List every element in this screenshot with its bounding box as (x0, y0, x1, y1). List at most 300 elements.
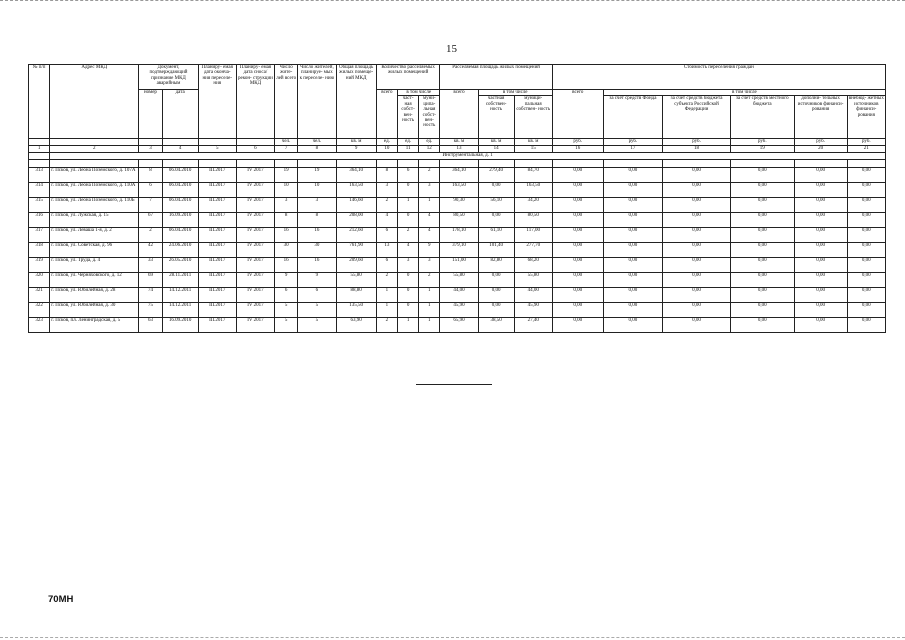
cell-area: 55,80 (336, 273, 376, 288)
cell-c1: 0,00 (552, 318, 603, 333)
unit-cell: чел. (275, 139, 298, 146)
cell-rp: 1 (398, 198, 419, 213)
cell-num: 6 (139, 183, 162, 198)
unit-cell: кв. м (514, 139, 552, 146)
column-number-cell: 18 (663, 146, 731, 153)
cell-c3: 0,00 (663, 243, 731, 258)
cell-c4: 0,00 (730, 303, 794, 318)
cell-am: 45,90 (514, 303, 552, 318)
column-number-cell: 9 (336, 146, 376, 153)
cell-rt: 3 (376, 183, 397, 198)
cell-c3: 0,00 (663, 303, 731, 318)
column-number-cell: 17 (603, 146, 662, 153)
header-resettled-area: Расселяемая площадь жилых помещений (440, 65, 552, 90)
cell-end: III.2017 (198, 183, 236, 198)
cell-c5: 0,00 (794, 288, 847, 303)
header-cost-subject: за счет средств бюджета субъекта Российской Федерации (663, 96, 731, 139)
cell-end: III.2017 (198, 243, 236, 258)
cell-c2: 0,00 (603, 273, 662, 288)
cell-demo: IV 2017 (236, 198, 274, 213)
cell-rp: 0 (398, 288, 419, 303)
unit-cell: руб. (847, 139, 885, 146)
cell-c5: 0,00 (794, 168, 847, 183)
cell-c1: 0,00 (552, 168, 603, 183)
cell-rt: 6 (376, 258, 397, 273)
cell-rt: 2 (376, 198, 397, 213)
cell-rm: 3 (419, 183, 440, 198)
column-number-cell: 14 (478, 146, 514, 153)
cell-c4: 0,00 (730, 228, 794, 243)
cell-c2: 0,00 (603, 213, 662, 228)
cell-rp: 4 (398, 243, 419, 258)
cell-res: 16 (275, 228, 298, 243)
cell-addr: г. Псков, ул. Лужская, д. 15 (50, 213, 139, 228)
cell-at: 379,10 (440, 243, 478, 258)
cell-rm: 4 (419, 213, 440, 228)
cell-date: 28.11.2011 (162, 273, 198, 288)
cell-c5: 0,00 (794, 303, 847, 318)
header-doc-date: дата (162, 90, 198, 139)
cell-am: 84,70 (514, 168, 552, 183)
header-rooms-including: в том числе (398, 90, 440, 96)
cell-rp: 3 (398, 258, 419, 273)
unit-cell: ед. (376, 139, 397, 146)
header-cost-unfunded: внебюд- жетных источников финанси- рования (847, 96, 885, 139)
cell-c3: 0,00 (663, 213, 731, 228)
cell-res: 10 (275, 183, 298, 198)
cell-ap: 82,80 (478, 258, 514, 273)
cell-addr: г. Псков, ул. Леона Поземского, д. 107А (50, 168, 139, 183)
cell-area: 135,50 (336, 303, 376, 318)
cell-c5: 0,00 (794, 243, 847, 258)
cell-plan: 19 (298, 168, 336, 183)
cell-res: 5 (275, 318, 298, 333)
cell-plan: 16 (298, 258, 336, 273)
column-numbers-row (29, 146, 886, 153)
cell-at: 65,90 (440, 318, 478, 333)
cell-am: 55,80 (514, 273, 552, 288)
cell-rp: 1 (398, 318, 419, 333)
cell-ap: 56,10 (478, 198, 514, 213)
cell-num: 33 (139, 258, 162, 273)
cell-rp: 2 (398, 228, 419, 243)
cell-c6: 0,00 (847, 288, 885, 303)
header-rooms-total: всего (376, 90, 397, 139)
column-number-cell: 3 (139, 146, 162, 153)
cell-plan: 10 (298, 183, 336, 198)
cell-end: III.2017 (198, 213, 236, 228)
cell-date: 24.06.2010 (162, 243, 198, 258)
cell-rt: 4 (376, 213, 397, 228)
header-rooms-count: Количество расселяемых жилых помещений (376, 65, 440, 90)
header-cost-local: за счет средств местного бюджета (730, 96, 794, 139)
cell-rm: 4 (419, 228, 440, 243)
cell-ap: 101,40 (478, 243, 514, 258)
header-cost-including: в том числе (603, 90, 885, 96)
scan-edge-top (0, 0, 905, 4)
header-rooms-municipal: муни- ципа- льная собст- вен- ность (419, 96, 440, 139)
cell-n: 313 (29, 168, 50, 183)
resettlement-table (28, 64, 886, 333)
table-row (29, 213, 886, 228)
cell-c6: 0,00 (847, 258, 885, 273)
cell-rm: 1 (419, 198, 440, 213)
cell-area: 163,50 (336, 183, 376, 198)
unit-cell: руб. (552, 139, 603, 146)
cell-demo: IV 2017 (236, 258, 274, 273)
cell-c1: 0,00 (552, 273, 603, 288)
cell-rt: 2 (376, 273, 397, 288)
cell-c1: 0,00 (552, 198, 603, 213)
cell-area: 212,60 (336, 228, 376, 243)
cell-c5: 0,00 (794, 213, 847, 228)
cell-at: 44,00 (440, 288, 478, 303)
cell-am: 80,50 (514, 213, 552, 228)
header-total-area: Общая площадь жилых помеще- ний МКД (336, 65, 376, 139)
column-number-cell: 7 (275, 146, 298, 153)
cell-n: 314 (29, 183, 50, 198)
header-doc: Документ, подтверждающий признание МКД аварийным (139, 65, 198, 90)
cell-demo: IV 2017 (236, 168, 274, 183)
cell-end: III.2017 (198, 273, 236, 288)
cell-date: 16.09.2010 (162, 213, 198, 228)
cell-c6: 0,00 (847, 228, 885, 243)
cell-plan: 30 (298, 243, 336, 258)
cell-c2: 0,00 (603, 303, 662, 318)
cell-n: 322 (29, 303, 50, 318)
cell-demo: IV 2017 (236, 318, 274, 333)
cell-rm: 2 (419, 168, 440, 183)
cell-addr: г. Псков, ул. Леона Поземского, д. 110А (50, 183, 139, 198)
table-row (29, 228, 886, 243)
cell-n: 315 (29, 198, 50, 213)
cell-ap: 61,10 (478, 228, 514, 243)
cell-num: 63 (139, 318, 162, 333)
cell-c4: 0,00 (730, 183, 794, 198)
cell-c3: 0,00 (663, 198, 731, 213)
header-address: Адрес МКД (50, 65, 139, 139)
cell-ap: 0,00 (478, 183, 514, 198)
cell-c5: 0,00 (794, 198, 847, 213)
unit-cell: кв. м (478, 139, 514, 146)
column-number-cell: 11 (398, 146, 419, 153)
cell-ap: 0,00 (478, 303, 514, 318)
cell-end: III.2017 (198, 288, 236, 303)
column-number-cell: 12 (419, 146, 440, 153)
cell-c2: 0,00 (603, 228, 662, 243)
cell-n: 320 (29, 273, 50, 288)
cell-rm: 1 (419, 303, 440, 318)
cell-c6: 0,00 (847, 213, 885, 228)
cell-n: 318 (29, 243, 50, 258)
header-cost-fund: за счет средств Фонда (603, 96, 662, 139)
cell-date: 26.05.2010 (162, 258, 198, 273)
cell-res: 3 (275, 198, 298, 213)
header-planned-demolition: Планиру- емая дата сноса/ рекон- струкции МКД (236, 65, 274, 139)
cell-c4: 0,00 (730, 168, 794, 183)
column-number-cell: 10 (376, 146, 397, 153)
cell-ap: 0,00 (478, 273, 514, 288)
cell-n: 317 (29, 228, 50, 243)
cell-c1: 0,00 (552, 303, 603, 318)
header-area-total: всего (440, 90, 478, 139)
cell-addr: г. Псков, пл. Ленинградская, д. 5 (50, 318, 139, 333)
cell-addr: г. Псков, ул. Леваша 1-я, д. 2 (50, 228, 139, 243)
header-area-municipal: муници- пальная собствен- ность (514, 96, 552, 139)
cell-am: 277,70 (514, 243, 552, 258)
cell-demo: IV 2017 (236, 303, 274, 318)
cell-at: 151,00 (440, 258, 478, 273)
cell-demo: IV 2017 (236, 288, 274, 303)
header-cost: Стоимость переселения граждан (552, 65, 885, 90)
cell-c5: 0,00 (794, 318, 847, 333)
unit-cell: руб. (794, 139, 847, 146)
cell-plan: 9 (298, 273, 336, 288)
cell-num: 75 (139, 303, 162, 318)
unit-cell (50, 139, 139, 146)
unit-cell (198, 139, 236, 146)
cell-area: 364,10 (336, 168, 376, 183)
cell-addr: г. Псков, ул. Труда, д. 4 (50, 258, 139, 273)
unit-cell: ед. (398, 139, 419, 146)
header-planned-end: Планиру- емая дата оконча- ния переселе- ния (198, 65, 236, 139)
cell-am: 68,20 (514, 258, 552, 273)
unit-cell: ед. (419, 139, 440, 146)
cell-ap: 0,00 (478, 213, 514, 228)
section-row (29, 153, 886, 160)
section-label: Инструментальная, д. 1 (50, 153, 886, 160)
cell-addr: г. Псков, ул. Юбилейная, д. 28 (50, 288, 139, 303)
cell-plan: 3 (298, 198, 336, 213)
cell-am: 117,00 (514, 228, 552, 243)
column-number-cell: 5 (198, 146, 236, 153)
cell-date: 06.04.2010 (162, 198, 198, 213)
cell-rt: 1 (376, 288, 397, 303)
cell-plan: 5 (298, 303, 336, 318)
cell-rt: 2 (376, 318, 397, 333)
header-cost-total: всего (552, 90, 603, 139)
cell-c4: 0,00 (730, 288, 794, 303)
cell-res: 19 (275, 168, 298, 183)
cell-addr: г. Псков, ул. Черняховского, д. 12 (50, 273, 139, 288)
cell-c3: 0,00 (663, 258, 731, 273)
cell-demo: IV 2017 (236, 183, 274, 198)
cell-area: 761,90 (336, 243, 376, 258)
cell-end: III.2017 (198, 198, 236, 213)
cell-c1: 0,00 (552, 243, 603, 258)
cell-plan: 5 (298, 318, 336, 333)
cell-area: 208,00 (336, 213, 376, 228)
cell-c1: 0,00 (552, 258, 603, 273)
header-cost-extra: дополни- тельных источников финанси- рования (794, 96, 847, 139)
cell-rp: 0 (398, 303, 419, 318)
unit-cell: руб. (730, 139, 794, 146)
cell-num: 2 (139, 228, 162, 243)
cell-demo: IV 2017 (236, 213, 274, 228)
cell-c6: 0,00 (847, 303, 885, 318)
cell-addr: г. Псков, ул. Советская, д. 96 (50, 243, 139, 258)
unit-cell (162, 139, 198, 146)
table-body (29, 153, 886, 333)
cell-c3: 0,00 (663, 288, 731, 303)
unit-cell (29, 139, 50, 146)
cell-c2: 0,00 (603, 288, 662, 303)
cell-end: III.2017 (198, 168, 236, 183)
header-doc-number: номер (139, 90, 162, 139)
cell-rt: 6 (376, 228, 397, 243)
cell-at: 178,10 (440, 228, 478, 243)
cell-end: III.2017 (198, 258, 236, 273)
cell-date: 06.04.2010 (162, 168, 198, 183)
cell-c2: 0,00 (603, 318, 662, 333)
cell-c4: 0,00 (730, 273, 794, 288)
header-area-including: в том числе (478, 90, 552, 96)
units-row (29, 139, 886, 146)
unit-cell (236, 139, 274, 146)
cell-n: 321 (29, 288, 50, 303)
cell-c2: 0,00 (603, 258, 662, 273)
column-number-cell: 1 (29, 146, 50, 153)
cell-res: 9 (275, 273, 298, 288)
cell-at: 55,80 (440, 273, 478, 288)
cell-n: 323 (29, 318, 50, 333)
table-row (29, 273, 886, 288)
cell-c3: 0,00 (663, 318, 731, 333)
cell-c1: 0,00 (552, 183, 603, 198)
scan-edge-bottom (0, 635, 905, 638)
cell-res: 30 (275, 243, 298, 258)
table-row (29, 243, 886, 258)
cell-ap: 38,50 (478, 318, 514, 333)
cell-plan: 16 (298, 228, 336, 243)
cell-area: 63,90 (336, 318, 376, 333)
cell-rm: 2 (419, 273, 440, 288)
cell-date: 06.04.2010 (162, 183, 198, 198)
table-row (29, 168, 886, 183)
cell-c6: 0,00 (847, 198, 885, 213)
cell-at: 163,50 (440, 183, 478, 198)
unit-cell: руб. (603, 139, 662, 146)
cell-date: 16.09.2010 (162, 318, 198, 333)
unit-cell: чел. (298, 139, 336, 146)
cell-c3: 0,00 (663, 168, 731, 183)
cell-c4: 0,00 (730, 243, 794, 258)
cell-c4: 0,00 (730, 198, 794, 213)
table-row (29, 303, 886, 318)
cell-am: 27,40 (514, 318, 552, 333)
cell-rm: 3 (419, 258, 440, 273)
cell-am: 44,00 (514, 288, 552, 303)
header-area-private: частная собствен- ность (478, 96, 514, 139)
cell-demo: IV 2017 (236, 228, 274, 243)
cell-addr: г. Псков, ул. Леона Поземского, д. 110Б (50, 198, 139, 213)
spacer-row (29, 160, 886, 168)
unit-cell: кв. м (336, 139, 376, 146)
cell-end: III.2017 (198, 318, 236, 333)
column-number-cell: 2 (50, 146, 139, 153)
cell-area: 209,60 (336, 258, 376, 273)
page-number: 15 (446, 43, 457, 55)
cell-c5: 0,00 (794, 258, 847, 273)
cell-c1: 0,00 (552, 288, 603, 303)
cell-demo: IV 2017 (236, 273, 274, 288)
header-num: № п/п (29, 65, 50, 139)
cell-rt: 13 (376, 243, 397, 258)
cell-c6: 0,00 (847, 168, 885, 183)
cell-num: 8 (139, 168, 162, 183)
header-residents-planned: Число жителей, планируе- мых к переселе- нию (298, 65, 336, 139)
cell-c2: 0,00 (603, 183, 662, 198)
column-number-cell: 4 (162, 146, 198, 153)
cell-area: 88,80 (336, 288, 376, 303)
cell-c4: 0,00 (730, 213, 794, 228)
cell-rp: 0 (398, 273, 419, 288)
cell-num: 7 (139, 198, 162, 213)
divider-line (416, 384, 492, 385)
cell-end: III.2017 (198, 228, 236, 243)
cell-c6: 0,00 (847, 243, 885, 258)
unit-cell: руб. (663, 139, 731, 146)
cell-num: 74 (139, 288, 162, 303)
cell-c5: 0,00 (794, 183, 847, 198)
column-number-cell: 20 (794, 146, 847, 153)
footer-code: 70МН (48, 594, 74, 605)
cell-num: 42 (139, 243, 162, 258)
column-number-cell: 19 (730, 146, 794, 153)
cell-ap: 0,00 (478, 288, 514, 303)
header-rooms-private: част- ная собст- вен- ность (398, 96, 419, 139)
cell-plan: 8 (298, 213, 336, 228)
table-row (29, 318, 886, 333)
cell-at: 80,50 (440, 213, 478, 228)
cell-at: 90,30 (440, 198, 478, 213)
cell-c4: 0,00 (730, 258, 794, 273)
cell-num: 67 (139, 213, 162, 228)
column-number-cell: 6 (236, 146, 274, 153)
cell-c6: 0,00 (847, 318, 885, 333)
cell-rm: 9 (419, 243, 440, 258)
cell-date: 06.04.2010 (162, 228, 198, 243)
column-number-cell: 16 (552, 146, 603, 153)
table-row (29, 258, 886, 273)
table-row (29, 183, 886, 198)
cell-res: 6 (275, 288, 298, 303)
cell-rm: 1 (419, 288, 440, 303)
cell-c6: 0,00 (847, 183, 885, 198)
table-header (29, 65, 886, 153)
cell-area: 146,60 (336, 198, 376, 213)
column-number-cell: 15 (514, 146, 552, 153)
cell-rt: 8 (376, 168, 397, 183)
cell-res: 8 (275, 213, 298, 228)
table-row (29, 288, 886, 303)
cell-n: 316 (29, 213, 50, 228)
cell-at: 45,90 (440, 303, 478, 318)
cell-c2: 0,00 (603, 243, 662, 258)
cell-date: 14.12.2011 (162, 303, 198, 318)
cell-demo: IV 2017 (236, 243, 274, 258)
unit-cell: кв. м (440, 139, 478, 146)
column-number-cell: 21 (847, 146, 885, 153)
cell-date: 14.12.2011 (162, 288, 198, 303)
column-number-cell: 8 (298, 146, 336, 153)
table-row (29, 198, 886, 213)
column-number-cell: 13 (440, 146, 478, 153)
cell-n: 319 (29, 258, 50, 273)
cell-c3: 0,00 (663, 273, 731, 288)
cell-res: 16 (275, 258, 298, 273)
cell-c5: 0,00 (794, 273, 847, 288)
